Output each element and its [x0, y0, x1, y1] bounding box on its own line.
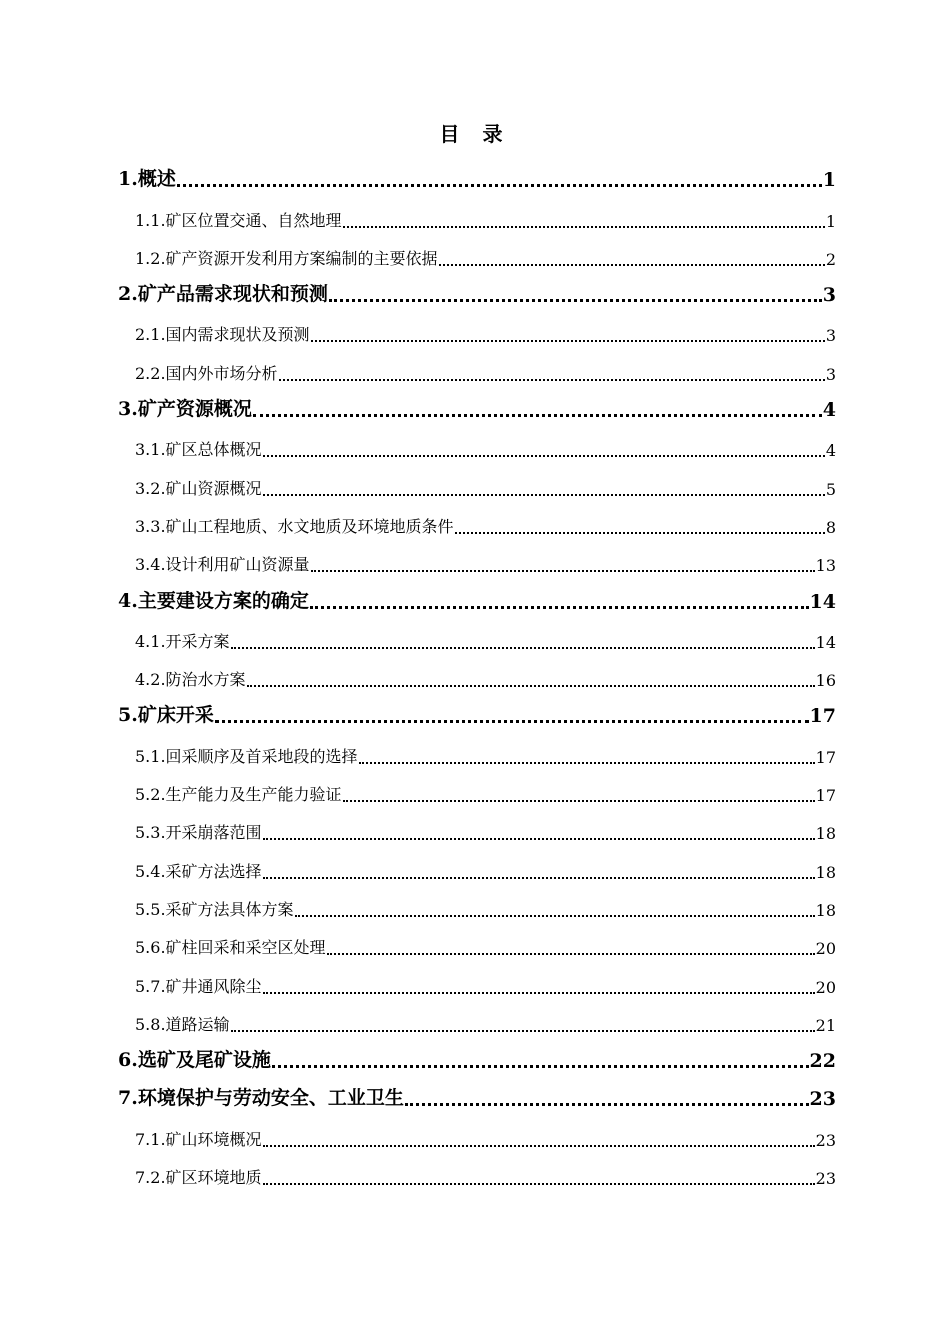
toc-dot-leader [263, 1182, 815, 1185]
toc-chapter-entry[interactable] [118, 1079, 836, 1117]
toc-dot-leader [359, 761, 815, 764]
toc-entry-label: 7.2.矿区环境地质 [135, 1168, 262, 1188]
toc-entry-label: 3.1.矿区总体概况 [135, 440, 262, 460]
toc-entry-label: 1.1.矿区位置交通、自然地理 [135, 210, 342, 230]
toc-dot-leader [253, 413, 822, 417]
toc-dot-leader [263, 876, 815, 879]
toc-chapter-entry[interactable] [118, 1041, 836, 1079]
toc-section-entry[interactable] [135, 658, 836, 696]
toc-page-number: 3 [825, 364, 836, 384]
toc-dot-leader [310, 605, 809, 609]
toc-dot-leader [329, 298, 822, 302]
toc-page-number: 8 [825, 517, 836, 537]
toc-dot-leader [272, 1064, 809, 1068]
toc-entry-label: 4.主要建设方案的确定 [118, 589, 309, 612]
toc-chapter-entry[interactable] [118, 275, 836, 313]
toc-section-entry[interactable] [135, 543, 836, 581]
toc-section-entry[interactable] [135, 505, 836, 543]
toc-entry-label: 5.6.矿柱回采和采空区处理 [135, 938, 326, 958]
toc-dot-leader [295, 914, 815, 917]
toc-title: 目 录 [439, 122, 511, 146]
toc-page-number: 1 [822, 169, 836, 192]
toc-page-number: 5 [825, 479, 836, 499]
toc-page-number: 23 [815, 1130, 836, 1150]
toc-chapter-entry[interactable] [118, 581, 836, 619]
toc-page-number: 21 [815, 1015, 836, 1035]
toc-dot-leader [215, 719, 809, 723]
toc-entry-label: 5.1.回采顺序及首采地段的选择 [135, 746, 358, 766]
toc-entry-label: 1.2.矿产资源开发利用方案编制的主要依据 [135, 248, 438, 268]
toc-dot-leader [311, 339, 825, 342]
toc-dot-leader [231, 646, 815, 649]
toc-entry-label: 3.矿产资源概况 [118, 398, 252, 421]
toc-entry-label: 1.概述 [118, 168, 176, 191]
toc-dot-leader [439, 263, 825, 266]
toc-entry-label: 5.3.开采崩落范围 [135, 823, 262, 843]
toc-section-entry[interactable] [135, 811, 836, 849]
toc-page-number: 18 [815, 862, 836, 882]
toc-entry-label: 6.选矿及尾矿设施 [118, 1049, 271, 1072]
toc-dot-leader [263, 454, 825, 457]
toc-page-number: 20 [815, 977, 836, 997]
toc-entry-label: 5.8.道路运输 [135, 1014, 230, 1034]
toc-page-number: 14 [815, 632, 836, 652]
toc-dot-leader [311, 569, 815, 572]
toc-list [0, 160, 950, 1194]
toc-section-entry[interactable] [135, 620, 836, 658]
toc-entry-label: 5.7.矿井通风除尘 [135, 976, 262, 996]
toc-dot-leader [327, 952, 815, 955]
toc-page-number: 23 [809, 1088, 836, 1111]
toc-entry-label: 3.3.矿山工程地质、水文地质及环境地质条件 [135, 516, 454, 536]
toc-section-entry[interactable] [135, 1156, 836, 1194]
toc-section-entry[interactable] [135, 964, 836, 1002]
toc-dot-leader [263, 493, 825, 496]
toc-page-number: 18 [815, 900, 836, 920]
toc-entry-label: 4.1.开采方案 [135, 631, 230, 651]
toc-page-number: 4 [822, 399, 836, 422]
toc-dot-leader [263, 991, 815, 994]
toc-dot-leader [263, 1144, 815, 1147]
toc-entry-label: 5.4.采矿方法选择 [135, 861, 262, 881]
toc-page-number: 17 [815, 786, 836, 806]
toc-section-entry[interactable] [135, 773, 836, 811]
toc-dot-leader [405, 1102, 809, 1106]
toc-entry-label: 2.1.国内需求现状及预测 [135, 325, 310, 345]
toc-dot-leader [231, 1029, 815, 1032]
toc-entry-label: 3.2.矿山资源概况 [135, 478, 262, 498]
toc-section-entry[interactable] [135, 1003, 836, 1041]
toc-entry-label: 7.1.矿山环境概况 [135, 1129, 262, 1149]
toc-entry-label: 5.2.生产能力及生产能力验证 [135, 785, 342, 805]
toc-dot-leader [343, 799, 815, 802]
toc-page-number: 3 [825, 326, 836, 346]
toc-entry-label: 5.5.采矿方法具体方案 [135, 899, 294, 919]
toc-section-entry[interactable] [135, 466, 836, 504]
toc-section-entry[interactable] [135, 351, 836, 389]
toc-page-number: 17 [809, 705, 836, 728]
toc-dot-leader [263, 837, 815, 840]
toc-page-number: 18 [815, 824, 836, 844]
toc-section-entry[interactable] [135, 734, 836, 772]
toc-entry-label: 2.矿产品需求现状和预测 [118, 283, 328, 306]
toc-entry-label: 2.2.国内外市场分析 [135, 363, 278, 383]
toc-section-entry[interactable] [135, 237, 836, 275]
toc-page-number: 1 [825, 211, 836, 231]
toc-section-entry[interactable] [135, 428, 836, 466]
toc-page-number: 22 [809, 1050, 836, 1073]
toc-page-number: 16 [815, 671, 836, 691]
toc-entry-label: 4.2.防治水方案 [135, 670, 246, 690]
toc-page-number: 17 [815, 747, 836, 767]
toc-section-entry[interactable] [135, 926, 836, 964]
toc-chapter-entry[interactable] [118, 696, 836, 734]
toc-dot-leader [247, 684, 815, 687]
toc-page-number: 3 [822, 284, 836, 307]
toc-page-number: 23 [815, 1169, 836, 1189]
toc-dot-leader [343, 225, 825, 228]
toc-chapter-entry[interactable] [118, 160, 836, 198]
toc-section-entry[interactable] [135, 849, 836, 887]
toc-section-entry[interactable] [135, 313, 836, 351]
toc-dot-leader [455, 531, 825, 534]
toc-section-entry[interactable] [135, 1117, 836, 1155]
toc-page-number: 2 [825, 249, 836, 269]
toc-entry-label: 5.矿床开采 [118, 704, 214, 727]
toc-dot-leader [177, 183, 822, 187]
toc-entry-label: 7.环境保护与劳动安全、工业卫生 [118, 1087, 404, 1110]
toc-page-number: 14 [809, 590, 836, 613]
toc-page-number: 20 [815, 939, 836, 959]
toc-dot-leader [279, 378, 825, 381]
toc-page-number: 13 [815, 556, 836, 576]
toc-entry-label: 3.4.设计利用矿山资源量 [135, 555, 310, 575]
toc-chapter-entry[interactable] [118, 390, 836, 428]
toc-page-number: 4 [825, 441, 836, 461]
toc-section-entry[interactable] [135, 888, 836, 926]
toc-section-entry[interactable] [135, 198, 836, 236]
